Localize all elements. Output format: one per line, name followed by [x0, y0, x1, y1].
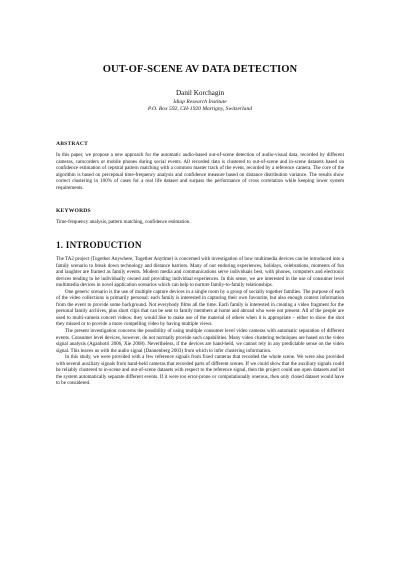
keywords-text: Time-frequency analysis, pattern matching, confidence estimation.	[56, 219, 191, 225]
introduction-body	[56, 256, 344, 387]
intro-paragraph: The present investigation concerns the possibility of using multiple consumer level video cameras with automatic separation of different events. Consumer level devices, however, do not normally provide such capabilities. Many video clustering techniques are based on the video signal analysis (Aganhotri 2006, Xie 2008). Nevertheless, if the devices are hand-held, we cannot rely in any predictable sense on the video signal. This leaves us with the audio signal (Dannenberg 2003) from which to infer clustering information.	[56, 328, 344, 354]
paper-title: OUT-OF-SCENE AV DATA DETECTION	[102, 64, 298, 75]
intro-paragraph: One generic scenario is the use of multiple capture devices in a single room by a group of socially together families. The purpose of each of the video collections is primarily personal: each family is interested in capturing their own favourite, but also enough context information from the event to provide some background. Not everybody films all the time. Each family is interested in creating a video fragment for the personal family archives, plus short clips that can be sent to family members at home and abroad who were not present. All of the people are used to multi-camera concert videos: they would like to make use of the material of others when it is appropriate – either to show the shot they missed or to provide a more compelling video by having multiple views.	[56, 288, 344, 328]
affiliation-address: P.O. Box 592, CH-1920 Martigny, Switzerland	[147, 106, 253, 112]
affiliation-institute: Idiap Research Institute	[173, 99, 227, 105]
abstract-text: In this paper, we propose a new approach for the automatic audio-based out-of-scene detection of audio-visual data, recorded by different cameras, camcorders or mobile phones during social events. All recorded data is clustered to out-of-scene and in-scene datasets based on confidence estimation of cepstral pattern matching with a common master track of the event, recorded by a reference camera. The core of the algorithm is based on perceptual time-frequency analysis and confidence measure based on distance distribution variance. The results show correct clustering in 100% of cases for a real life dataset and surpass the performance of cross correlation while keeping lower system requirements.	[56, 152, 344, 191]
intro-paragraph: In this study, we were provided with a few reference signals from fixed cameras that recorded the whole scene. We were also provided with several auxiliary signals from hand-held cameras that recorded parts of different scenes. If we could show that the auxiliary signals could be reliably clustered to in-scene and out-of-scene datasets with respect to the reference signal, then the project could use open datasets and let the system automatically separate different events. If it were too error-prone or computationally onerous, then only closed dataset would have to be considered.	[56, 354, 344, 387]
intro-paragraph: The TA2 project (Together Anywhere, Together Anytime) is concerned with investigation of how multimedia devices can be introduced into a family scenario to break down technology and distance barriers. Many of our enduring experiences, holidays, celebrations, moments of fun and laughter are framed as family events. Modern media and communications serve individuals best, with phones, computers and electronic devices tending to be individually owned and providing individual experiences. In this sense, we are interested in the use of consumer level multimedia devices in novel application scenarios which can help to nurture family-to-family relationships.	[56, 256, 344, 289]
author-name: Danil Korchagin	[175, 89, 225, 97]
introduction-heading: 1. INTRODUCTION	[56, 240, 142, 250]
abstract-heading: ABSTRACT	[56, 141, 89, 147]
keywords-heading: KEYWORDS	[56, 208, 91, 214]
